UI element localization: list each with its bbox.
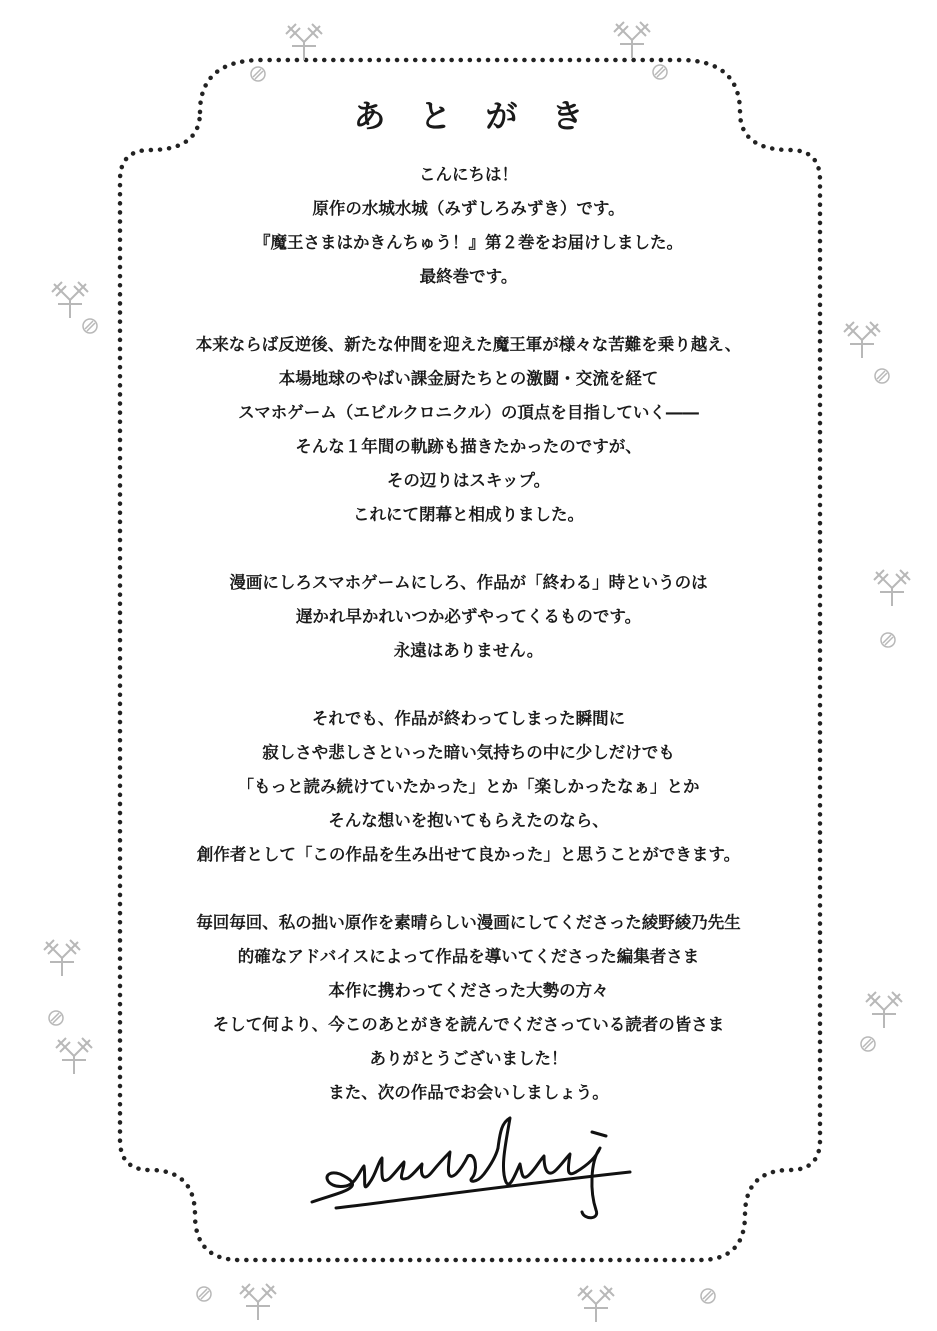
text-line: 原作の水城水城（みずしろみずき）です。 [312,199,625,218]
paragraph [120,328,817,532]
paragraph [120,906,817,1110]
text-line: こんにちは！ [419,165,518,184]
clover-pattern-icon [48,278,92,322]
text-line: そんな想いを抱いてもらえたのなら、 [328,811,609,830]
clover-pattern-icon [236,1280,280,1324]
text-line: 本場地球のやばい課金厨たちとの激闘・交流を経て [278,369,659,388]
text-line: 毎回毎回、私の拙い原作を素晴らしい漫画にしてくださった綾野綾乃先生 [196,913,741,932]
text-line: 本来ならば反逆後、新たな仲間を迎えた魔王軍が様々な苦難を乗り越え、 [195,335,742,354]
text-line: スマホゲーム（エビルクロニクル）の頂点を目指していく―― [238,403,699,422]
clover-pattern-icon [840,318,884,362]
paragraph [120,566,817,668]
clover-pattern-icon [574,1282,618,1326]
page-title: あとがき [353,97,618,135]
text-line: 遅かれ早かれいつか必ずやってくるものです。 [295,607,642,626]
striped-dot-icon [652,64,668,80]
clover-pattern-icon [40,936,84,980]
clover-pattern-icon [870,566,914,610]
author-signature [300,1112,640,1222]
striped-dot-icon [48,1010,64,1026]
text-line: これにて閉幕と相成りました。 [353,505,584,524]
clover-pattern-icon [610,18,654,62]
text-line: 本作に携わってくださった大勢の方々 [328,981,609,1000]
clover-pattern-icon [52,1034,96,1078]
paragraph [120,702,817,872]
striped-dot-icon [860,1036,876,1052]
afterword-body [120,158,817,1144]
text-line: 創作者として「この作品を生み出せて良かった」と思うことができます。 [196,845,741,864]
paragraph [120,158,817,294]
text-line: 「もっと読み続けていたかった」とか「楽しかったなぁ」とか [237,777,700,796]
striped-dot-icon [250,66,266,82]
striped-dot-icon [874,368,890,384]
text-line: 的確なアドバイスによって作品を導いてくださった編集者さま [237,947,700,966]
striped-dot-icon [700,1288,716,1304]
text-line: 漫画にしろスマホゲームにしろ、作品が「終わる」時というのは [229,573,708,592]
striped-dot-icon [880,632,896,648]
text-line: そして何より、今このあとがきを読んでくださっている読者の皆さま [212,1015,725,1034]
clover-pattern-icon [282,20,326,64]
text-line: また、次の作品でお会いしましょう。 [328,1083,609,1102]
clover-pattern-icon [862,988,906,1032]
text-line: 最終巻です。 [419,267,518,286]
text-line: 永遠はありません。 [393,641,544,660]
striped-dot-icon [196,1286,212,1302]
striped-dot-icon [82,318,98,334]
text-line: そんな１年間の軌跡も描きたかったのですが、 [295,437,642,456]
text-line: ありがとうございました！ [369,1049,568,1068]
text-line: その辺りはスキップ。 [386,471,551,490]
text-line: 寂しさや悲しさといった暗い気持ちの中に少しだけでも [262,743,675,762]
text-line: それでも、作品が終わってしまった瞬間に [311,709,626,728]
text-line: 『魔王さまはかきんちゅう！』第２巻をお届けしました。 [254,233,683,252]
